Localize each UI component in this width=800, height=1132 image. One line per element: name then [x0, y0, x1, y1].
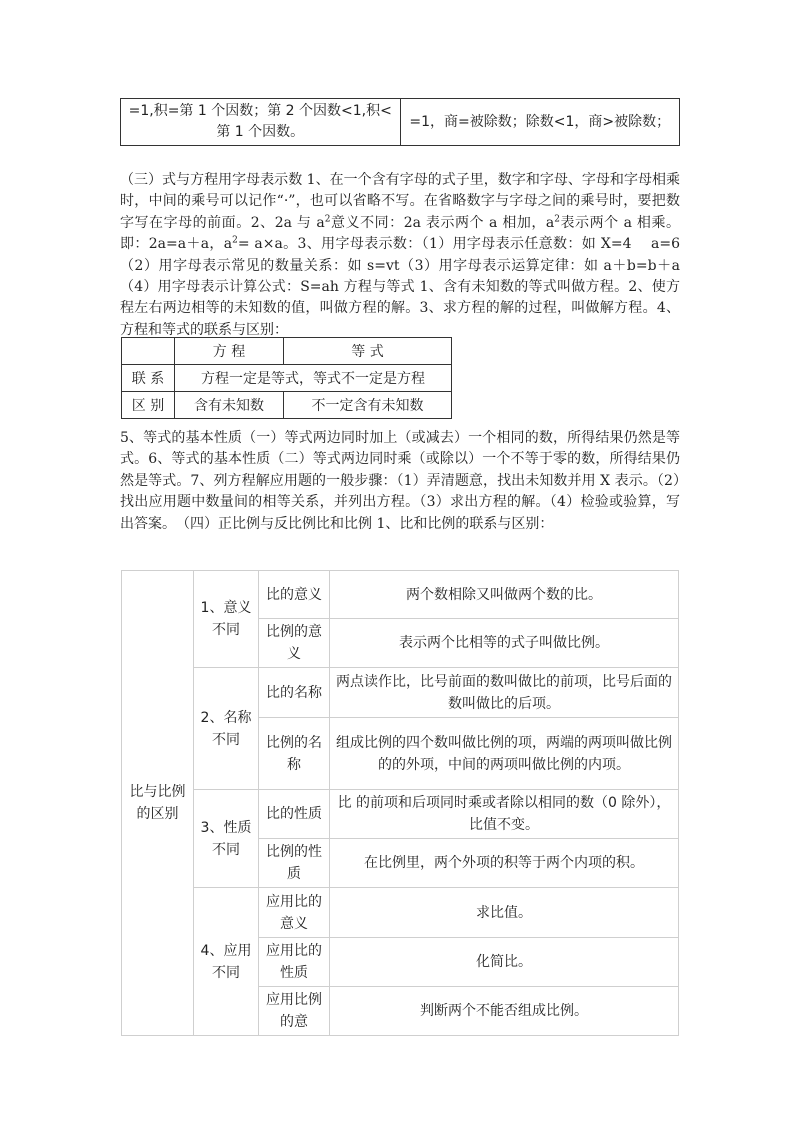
item-cell: 比例的意义: [259, 619, 330, 668]
group-label-cell: 1、意义不同: [194, 571, 259, 668]
superscript: 2: [324, 214, 331, 225]
table-row: [122, 668, 679, 718]
para1-text-4: = a×a。3、用字母表示数：（1）用字母表示任意数：如 X=4 a=6（2）用字母表示常见的数量关系：如 s=vt（3）用字母表示运算定律：如 a＋b=b＋a（4）用字母表示计算公式：S=ah 方程与等式 1、含有未知数的等式叫做方程。2、使方程左右两边相等的未知数的值，叫做方程的解。3、求方程的解的过程，叫做解方程。4、方程和等式的联系与区别：: [120, 236, 680, 338]
para1-text-2: 意义不同：2a 表示两个 a 相加，a: [330, 214, 555, 231]
table-cell: 方程一定是等式，等式不一定是方程: [175, 365, 452, 392]
para1-text-3: 表示两个 a 相乘。即：2a=a＋a，a: [120, 214, 680, 253]
equation-equality-table: [121, 337, 452, 419]
group-label-cell: 2、名称不同: [194, 668, 259, 790]
item-cell: 应用比的意义: [259, 888, 330, 938]
table-row: [122, 365, 452, 392]
item-cell: 比的意义: [259, 571, 330, 619]
desc-cell: 组成比例的四个数叫做比例的项，两端的两项叫做比例的的外项，中间的两项叫做比例的内项。: [330, 718, 679, 790]
table-row: [121, 99, 680, 146]
section-three-paragraph: [120, 170, 680, 341]
table-row: [122, 571, 679, 619]
desc-cell: 在比例里，两个外项的积等于两个内项的积。: [330, 839, 679, 888]
para1-text-1: （三）式与方程用字母表示数 1、在一个含有字母的式子里，数字和字母、字母和字母相乘时，中间的乘号可以记作“·”，也可以省略不写。在省略数字与字母之间的乘号时，要把数字写在字母的前面。2、2a 与 a: [120, 172, 680, 231]
group-label-cell: 3、性质不同: [194, 790, 259, 888]
item-cell: 应用比例的意: [259, 987, 330, 1036]
table-row: [122, 338, 452, 365]
equation-properties-paragraph: 5、等式的基本性质（一）等式两边同时加上（或减去）一个相同的数，所得结果仍然是等式。6、等式的基本性质（二）等式两边同时乘（或除以）一个不等于零的数，所得结果仍然是等式。7、列方程解应用题的一般步骤：（1）弄清题意，找出未知数并用 X 表示。（2）找出应用题中数量间的相等关系，并列出方程。（3）求出方程的解。（4）检验或验算，写出答案。 （四）正比例与反比例比和比例 1、比和比例的联系与区别：: [120, 430, 680, 532]
group-label-cell: 4、应用不同: [194, 888, 259, 1036]
item-cell: 比例的性质: [259, 839, 330, 888]
top-table-left-cell: =1,积=第 1 个因数；第 2 个因数<1,积<第 1 个因数。: [121, 99, 401, 146]
item-cell: 比例的名称: [259, 718, 330, 790]
main-label-cell: 比与比例的区别: [122, 571, 194, 1036]
row-label: 区 别: [122, 392, 175, 419]
row-label: 联 系: [122, 365, 175, 392]
desc-cell: 表示两个比相等的式子叫做比例。: [330, 619, 679, 668]
table-header-cell: 等 式: [284, 338, 452, 365]
desc-cell: 求比值。: [330, 888, 679, 938]
table-cell: 不一定含有未知数: [284, 392, 452, 419]
table-row: [122, 888, 679, 938]
table-row: [122, 392, 452, 419]
superscript: 2: [232, 235, 238, 246]
item-cell: 比的性质: [259, 790, 330, 839]
desc-cell: 比 的前项和后项同时乘或者除以相同的数（0 除外），比值不变。: [330, 790, 679, 839]
top-table-right-cell: =1，商=被除数；除数<1，商>被除数；: [400, 99, 680, 146]
table-header-cell: [122, 338, 175, 365]
table-cell: 含有未知数: [175, 392, 284, 419]
item-cell: 比的名称: [259, 668, 330, 718]
table-header-cell: 方 程: [175, 338, 284, 365]
superscript: 2: [554, 214, 560, 225]
desc-cell: 两个数相除又叫做两个数的比。: [330, 571, 679, 619]
table-row: [122, 790, 679, 839]
desc-cell: 化简比。: [330, 938, 679, 987]
ratio-proportion-table: [121, 570, 679, 1036]
top-table: [120, 98, 680, 146]
desc-cell: 判断两个不能否组成比例。: [330, 987, 679, 1036]
desc-cell: 两点读作比，比号前面的数叫做比的前项，比号后面的数叫做比的后项。: [330, 668, 679, 718]
item-cell: 应用比的性质: [259, 938, 330, 987]
